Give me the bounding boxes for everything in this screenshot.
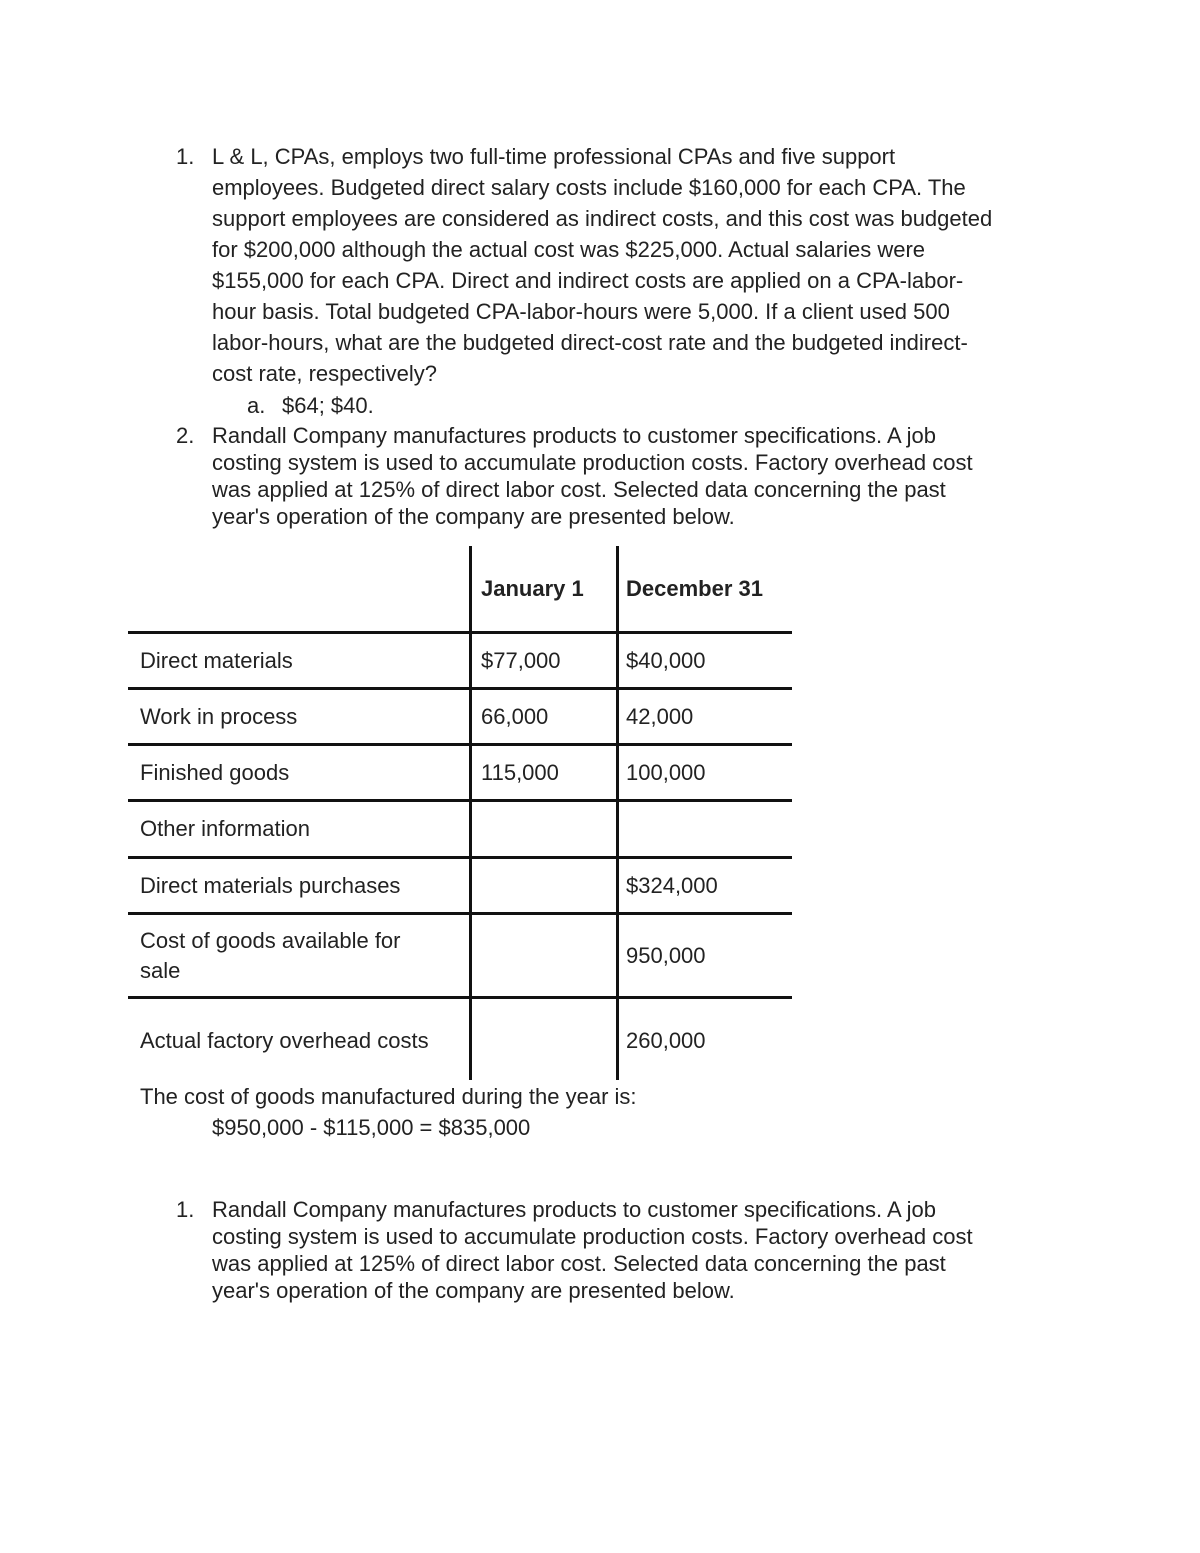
row-label: Work in process	[140, 704, 298, 729]
question-2-line: year's operation of the company are presented below.	[212, 504, 735, 529]
row-dec-value: 950,000	[626, 943, 706, 968]
question-2-line: costing system is used to accumulate production costs. Factory overhead cost	[212, 450, 973, 475]
question-1-line: support employees are considered as indirect costs, and this cost was budgeted	[212, 206, 993, 231]
question-1-number: 1.	[176, 144, 195, 169]
question-1-line: labor-hours, what are the budgeted direct-cost rate and the budgeted indirect-	[212, 330, 968, 355]
row-label: Finished goods	[140, 760, 290, 785]
question-3-line: Randall Company manufactures products to customer specifications. A job	[212, 1197, 936, 1222]
question-2-line: was applied at 125% of direct labor cost. Selected data concerning the past	[212, 477, 946, 502]
question-1-line: $155,000 for each CPA. Direct and indirect costs are applied on a CPA-labor-	[212, 268, 964, 293]
row-dec-value: 100,000	[626, 760, 706, 785]
table-rule	[128, 856, 792, 859]
row-jan-value: $77,000	[481, 648, 561, 673]
question-2-body	[212, 422, 1076, 530]
question-1-answer	[247, 390, 647, 421]
row-dec-value: $40,000	[626, 648, 706, 673]
question-1-line: employees. Budgeted direct salary costs include $160,000 for each CPA. The	[212, 175, 966, 200]
question-1-line: hour basis. Total budgeted CPA-labor-hours were 5,000. If a client used 500	[212, 299, 950, 324]
cogm-prompt: The cost of goods manufactured during the year is:	[140, 1084, 637, 1109]
answer-letter: a.	[247, 393, 266, 418]
row-jan-value: 66,000	[481, 704, 549, 729]
answer-text: $64; $40.	[282, 393, 374, 418]
question-3-body	[212, 1196, 1076, 1304]
table-rule	[128, 687, 792, 690]
question-1-line: cost rate, respectively?	[212, 361, 437, 386]
table-divider	[469, 546, 472, 1080]
row-label: Direct materials purchases	[140, 873, 401, 898]
row-label: Direct materials	[140, 648, 293, 673]
table-rule	[128, 799, 792, 802]
question-1-body	[212, 141, 1076, 389]
inventory-table	[128, 546, 792, 1080]
question-3-line: year's operation of the company are presented below.	[212, 1278, 735, 1303]
row-dec-value: 260,000	[626, 1028, 706, 1053]
question-3-line: costing system is used to accumulate production costs. Factory overhead cost	[212, 1224, 973, 1249]
header-december: December 31	[626, 576, 763, 601]
row-dec-value: 42,000	[626, 704, 694, 729]
header-january: January 1	[481, 576, 584, 601]
question-2-number: 2.	[176, 423, 195, 448]
question-3-number: 1.	[176, 1197, 195, 1222]
row-label: Actual factory overhead costs	[140, 1028, 429, 1053]
question-1	[176, 141, 1076, 389]
question-3-line: was applied at 125% of direct labor cost. Selected data concerning the past	[212, 1251, 946, 1276]
table-rule	[128, 743, 792, 746]
cogm-answer: $950,000 - $115,000 = $835,000	[212, 1115, 531, 1140]
question-1-line: L & L, CPAs, employs two full-time professional CPAs and five support	[212, 144, 896, 169]
table-rule	[128, 996, 792, 999]
row-jan-value: 115,000	[481, 760, 559, 785]
row-label: Other information	[140, 816, 310, 841]
question-3	[176, 1196, 1076, 1304]
question-2	[176, 422, 1076, 530]
question-2-line: Randall Company manufactures products to customer specifications. A job	[212, 423, 936, 448]
table-divider	[616, 546, 619, 1080]
row-label-continued: sale	[140, 958, 181, 983]
question-1-line: for $200,000 although the actual cost was $225,000. Actual salaries were	[212, 237, 926, 262]
table-rule	[128, 912, 792, 915]
row-dec-value: $324,000	[626, 873, 718, 898]
row-label: Cost of goods available for	[140, 928, 401, 953]
table-rule	[128, 631, 792, 634]
